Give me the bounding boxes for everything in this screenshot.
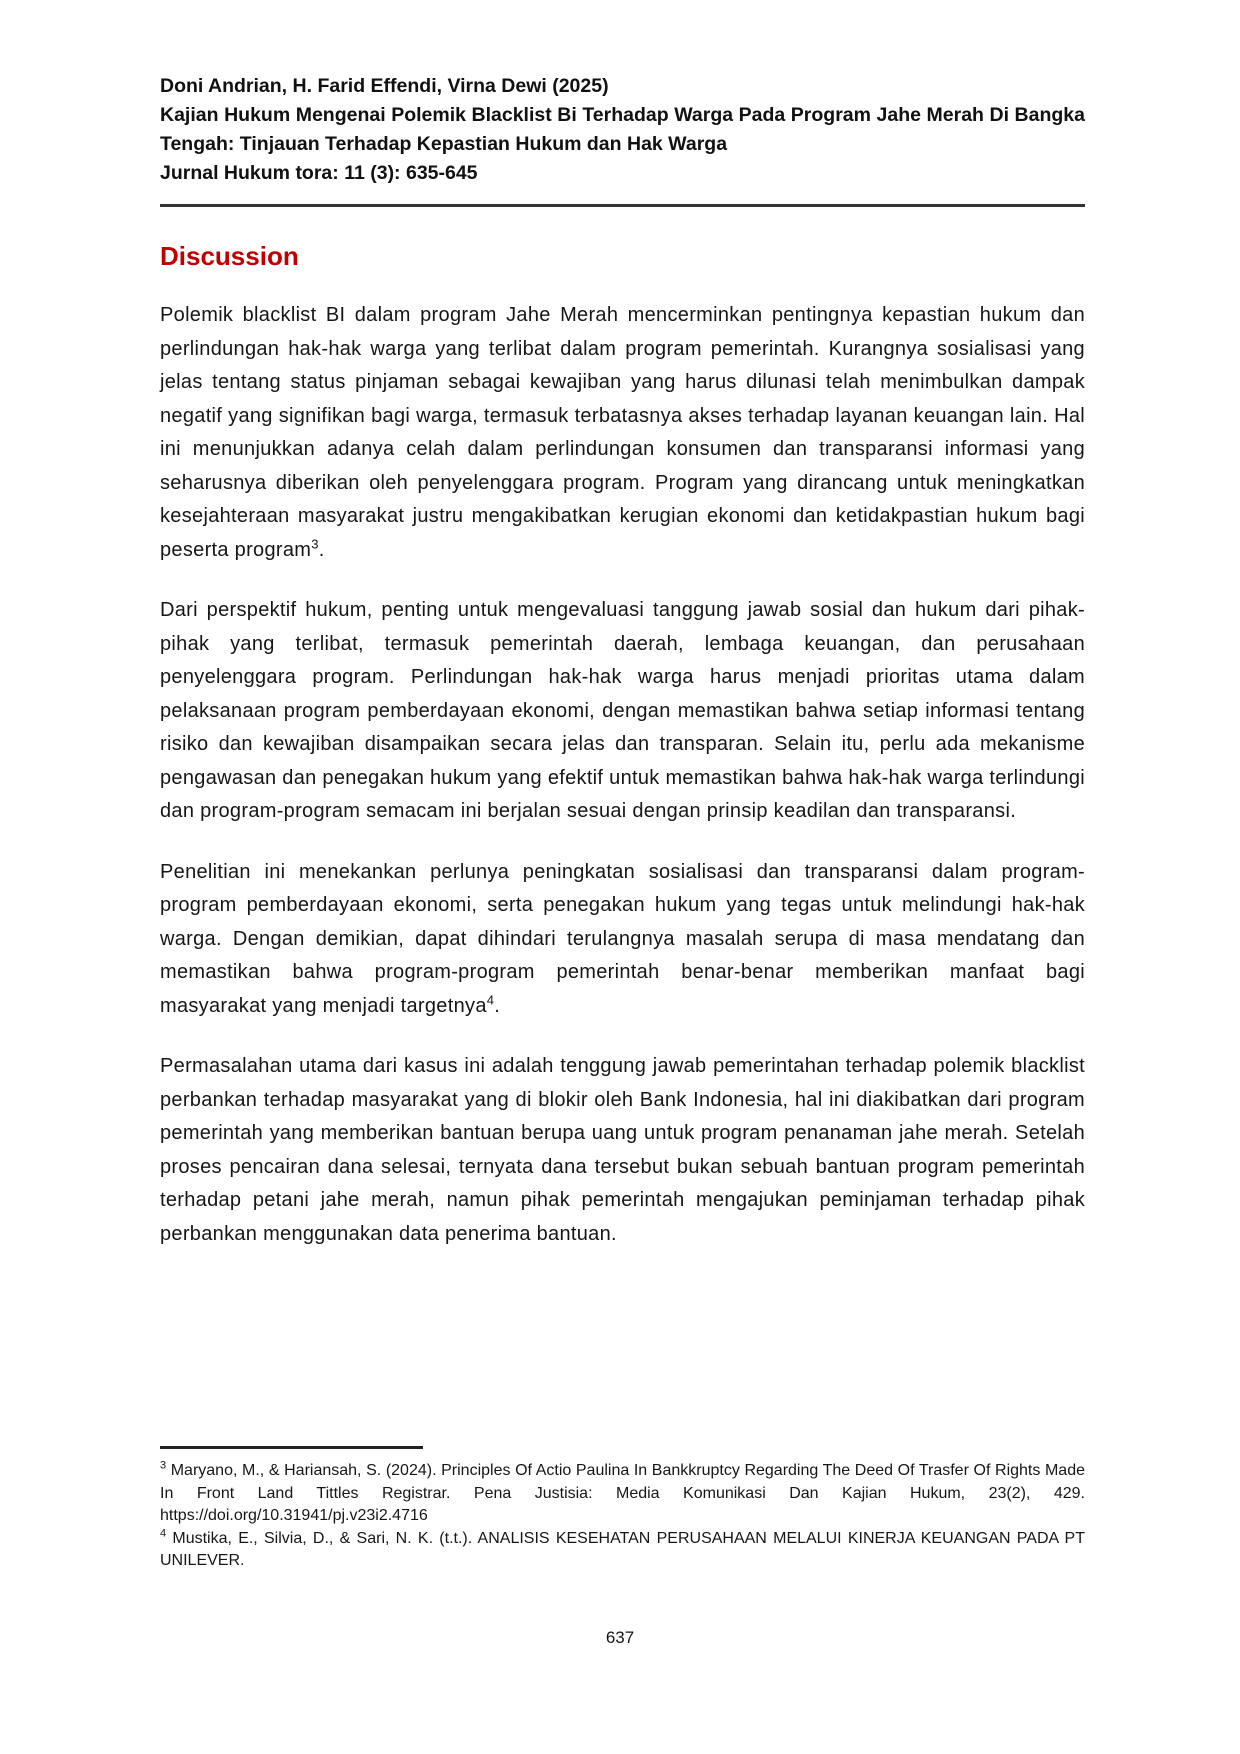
page-number: 637 — [605, 1628, 635, 1647]
discussion-paragraphs — [160, 299, 1085, 1251]
article-header — [160, 0, 1085, 188]
footnote-divider — [160, 1446, 423, 1449]
footnote: $^4$ Mustika, E., Silvia, D., & Sari, N. K. (t.t.). ANALISIS KESEHATAN PERUSAHAAN MELALUI KINERJA KEUANGAN PADA PT UNILEVER. — [160, 1527, 1085, 1569]
paragraph: Polemik blacklist BI dalam program Jahe Merah mencerminkan pentingnya kepastian hukum dan perlindungan hak-hak warga yang terlibat dalam program pemerintah. Kurangnya sosialisasi yang jelas tentang status pinjaman sebagai kewajiban yang harus dilunasi telah menimbulkan dampak negatif yang signifikan bagi warga, termasuk terbatasnya akses terhadap layanan keuangan lain. Hal ini menunjukkan adanya celah dalam perlindungan konsumen dan transparansi informasi yang seharusnya diberikan oleh penyelenggara program. Program yang dirancang untuk meningkatkan kesejahteraan masyarakat justru mengakibatkan kerugian ekonomi dan ketidakpastian hukum bagi peserta program$^3$. — [160, 304, 1085, 561]
section-heading: Discussion — [160, 241, 299, 271]
header-divider — [160, 204, 1085, 207]
paragraph: Penelitian ini menekankan perlunya peningkatan sosialisasi dan transparansi dalam program-program pemberdayaan ekonomi, serta penegakan hukum yang tegas untuk melindungi hak-hak warga. Dengan demikian, dapat dihindari terulangnya masalah serupa di masa mendatang dan memastikan bahwa program-program pemerintah benar-benar memberikan manfaat bagi masyarakat yang menjadi targetnya$^4$. — [160, 860, 1085, 1017]
article-title: Kajian Hukum Mengenai Polemik Blacklist Bi Terhadap Warga Pada Program Jahe Merah Di Bangka Tengah: Tinjauan Terhadap Kepastian Hukum dan Hak Warga — [160, 104, 1085, 155]
footnote-marker: 3 — [160, 1459, 167, 1472]
page-content — [160, 0, 1085, 1278]
authors-line: Doni Andrian, H. Farid Effendi, Virna Dewi (2025) — [160, 75, 609, 97]
paragraph: Permasalahan utama dari kasus ini adalah tenggung jawab pemerintahan terhadap polemik blacklist perbankan terhadap masyarakat yang di blokir oleh Bank Indonesia, hal ini diakibatkan dari program pemerintah yang memberikan bantuan berupa uang untuk program penanaman jahe merah. Setelah proses pencairan dana selesai, ternyata dana tersebut bukan sebuah bantuan program pemerintah terhadap petani jahe merah, namun pihak pemerintah mengajukan peminjaman terhadap pihak perbankan menggunakan data penerima bantuan. — [160, 1055, 1085, 1245]
footnotes — [160, 1460, 1085, 1573]
footnote-ref: 4 — [486, 991, 495, 1007]
footnote: $^3$ Maryano, M., & Hariansah, S. (2024). Principles Of Actio Paulina In Bankkruptcy Regarding The Deed Of Trasfer Of Rights Made In Front Land Tittles Registrar. Pena Justisia: Media Komunikasi Dan Kajian Hukum, 23(2), 429. https://doi.org/10.31941/pj.v23i2.4716 — [160, 1459, 1085, 1524]
footnote-area — [160, 1446, 1085, 1573]
paragraph: Dari perspektif hukum, penting untuk mengevaluasi tanggung jawab sosial dan hukum dari pihak-pihak yang terlibat, termasuk pemerintah daerah, lembaga keuangan, dan perusahaan penyelenggara program. Perlindungan hak-hak warga harus menjadi prioritas utama dalam pelaksanaan program pemberdayaan ekonomi, dengan memastikan bahwa setiap informasi tentang risiko dan kewajiban disampaikan secara jelas dan transparan. Selain itu, perlu ada mekanisme pengawasan dan penegakan hukum yang efektif untuk memastikan bahwa hak-hak warga terlindungi dan program-program semacam ini berjalan sesuai dengan prinsip keadilan dan transparansi. — [160, 599, 1085, 822]
footnote-ref: 3 — [311, 535, 319, 551]
journal-citation: Jurnal Hukum tora: 11 (3): 635-645 — [160, 162, 478, 184]
footnote-marker: 4 — [160, 1527, 167, 1540]
